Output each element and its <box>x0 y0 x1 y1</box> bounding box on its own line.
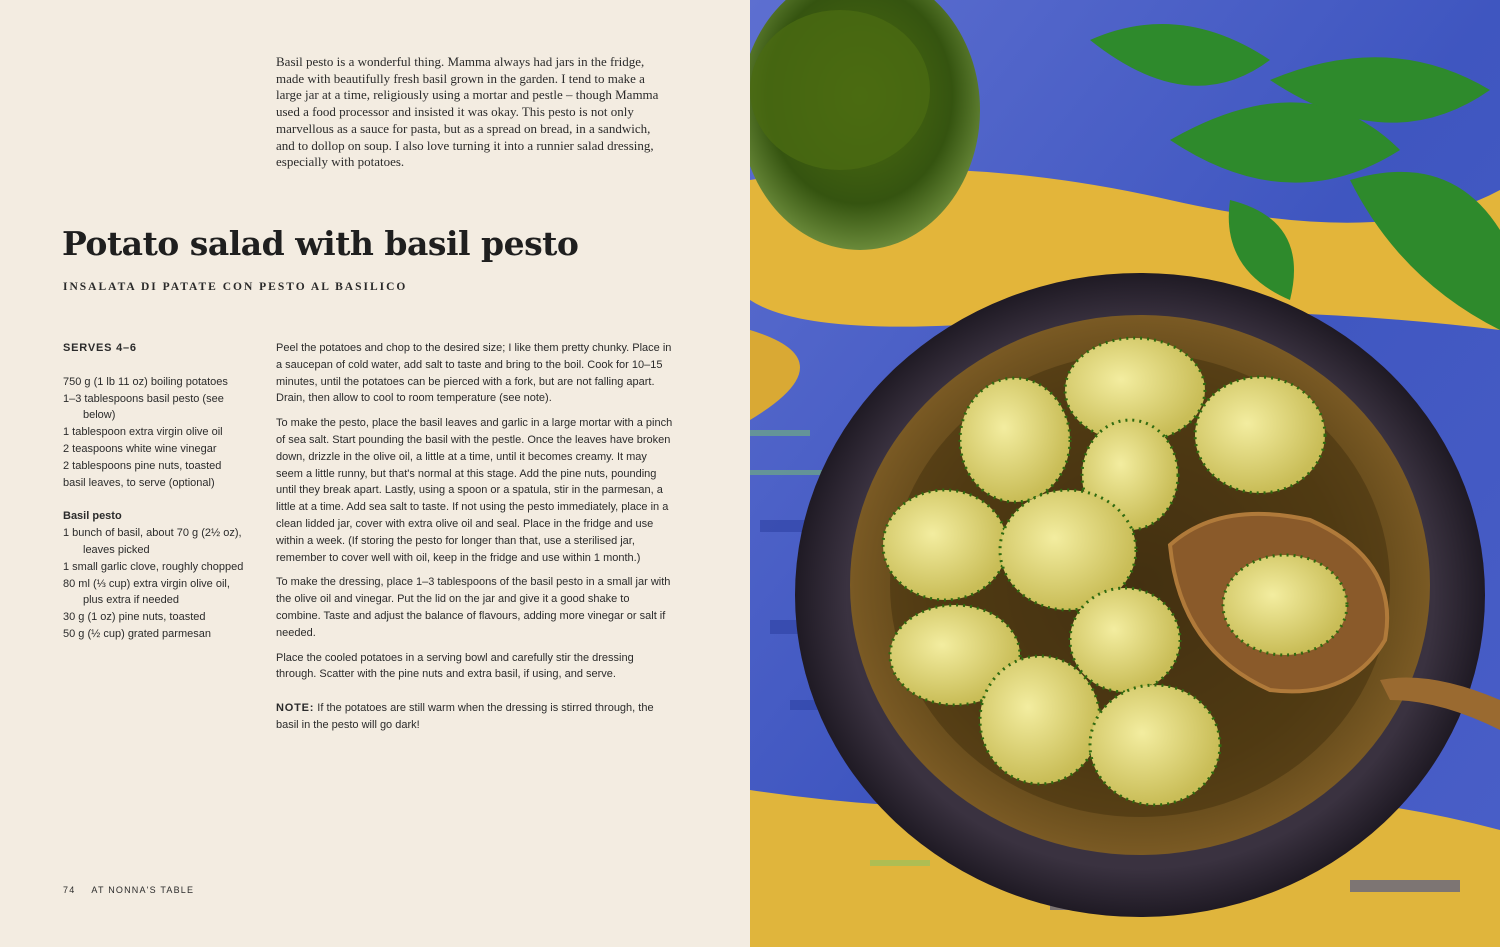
recipe-subtitle: INSALATA DI PATATE CON PESTO AL BASILICO <box>63 281 408 293</box>
ingredient-list <box>63 374 253 492</box>
ingredient-item: 1–3 tablespoons basil pesto (see below) <box>63 392 224 422</box>
pesto-ingredient-item: 50 g (½ cup) grated parmesan <box>63 627 211 640</box>
food-photo <box>750 0 1500 947</box>
method-step: To make the dressing, place 1–3 tablespoons of the basil pesto in a small jar with the olive oil and vinegar. Put the lid on the jar and give it a good shake to combine. Taste and adjust the balance of flavours, adding more vinegar or salt if needed. <box>276 576 671 639</box>
ingredients-column <box>63 340 253 643</box>
pesto-ingredient-item: 1 small garlic clove, roughly chopped <box>63 560 244 573</box>
method-step: To make the pesto, place the basil leaves and garlic in a large mortar with a pinch of sea salt. Start pounding the basil with the pestle. Once the leaves have broken down, drizzle in the olive oil, a little at a time, until it becomes creamy. It may seem a little runny, but that's normal at this stage. Add the pine nuts, pounding until they break apart. Lastly, using a spoon or a spatula, stir in the parmesan, a little at a time. Add sea salt to taste. If not using the pesto immediately, place in a clean lidded jar, cover with extra olive oil and seal. Place in the fridge and use within a week. (If storing the pesto for longer than that, use a sterilised jar, remember to cover well with oil, keep in the fridge and use within 1 month.) <box>276 417 673 564</box>
ingredient-item: 2 tablespoons pine nuts, toasted <box>63 459 222 472</box>
method-step: Place the cooled potatoes in a serving bowl and carefully stir the dressing through. Scatter with the pine nuts and extra basil, if using, and serve. <box>276 651 634 681</box>
pesto-ingredient-item: 80 ml (⅓ cup) extra virgin olive oil, plus extra if needed <box>63 577 230 607</box>
pesto-ingredient-item: 30 g (1 oz) pine nuts, toasted <box>63 611 206 624</box>
potato-salad-photo <box>750 0 1500 947</box>
method-step: Peel the potatoes and chop to the desired size; I like them pretty chunky. Place in a saucepan of cold water, add salt to taste and bring to the boil. Cook for 10–15 minutes, until the potatoes can be pierced with a fork, but are not falling apart. Drain, then allow to cool to room temperature (see note). <box>276 342 672 405</box>
page-footer <box>63 885 194 895</box>
note-label: NOTE: <box>276 702 315 715</box>
method-column <box>276 340 676 742</box>
pesto-ingredient-list <box>63 525 253 643</box>
pesto-ingredient-item: 1 bunch of basil, about 70 g (2½ oz), leaves picked <box>63 527 242 556</box>
serves-label: SERVES 4–6 <box>63 342 137 354</box>
ingredient-item: 750 g (1 lb 11 oz) boiling potatoes <box>63 375 228 388</box>
intro-text: Basil pesto is a wonderful thing. Mamma always had jars in the fridge, made with beautifully fresh basil grown in the garden. I tend to make a large jar at a time, religiously using a mortar and pestle – though Mamma used a food processor and insisted it was okay. This pesto is not only marvellous as a sauce for pasta, but as a spread on bread, in a sandwich, and to dollop on soup. I also love turning it into a runnier salad dressing, especially with potatoes. <box>276 54 659 170</box>
note-text: If the potatoes are still warm when the dressing is stirred through, the basil in the pesto will go dark! <box>276 702 654 731</box>
ingredient-item: 1 tablespoon extra virgin olive oil <box>63 426 223 439</box>
page-number: 74 <box>63 885 76 895</box>
ingredient-item: basil leaves, to serve (optional) <box>63 476 215 489</box>
ingredient-item: 2 teaspoons white wine vinegar <box>63 442 217 455</box>
recipe-title: Potato salad with basil pesto <box>62 224 579 263</box>
note-paragraph <box>276 700 676 734</box>
intro-paragraph <box>276 54 666 171</box>
pesto-heading: Basil pesto <box>63 510 122 523</box>
book-title: AT NONNA'S TABLE <box>91 885 195 895</box>
